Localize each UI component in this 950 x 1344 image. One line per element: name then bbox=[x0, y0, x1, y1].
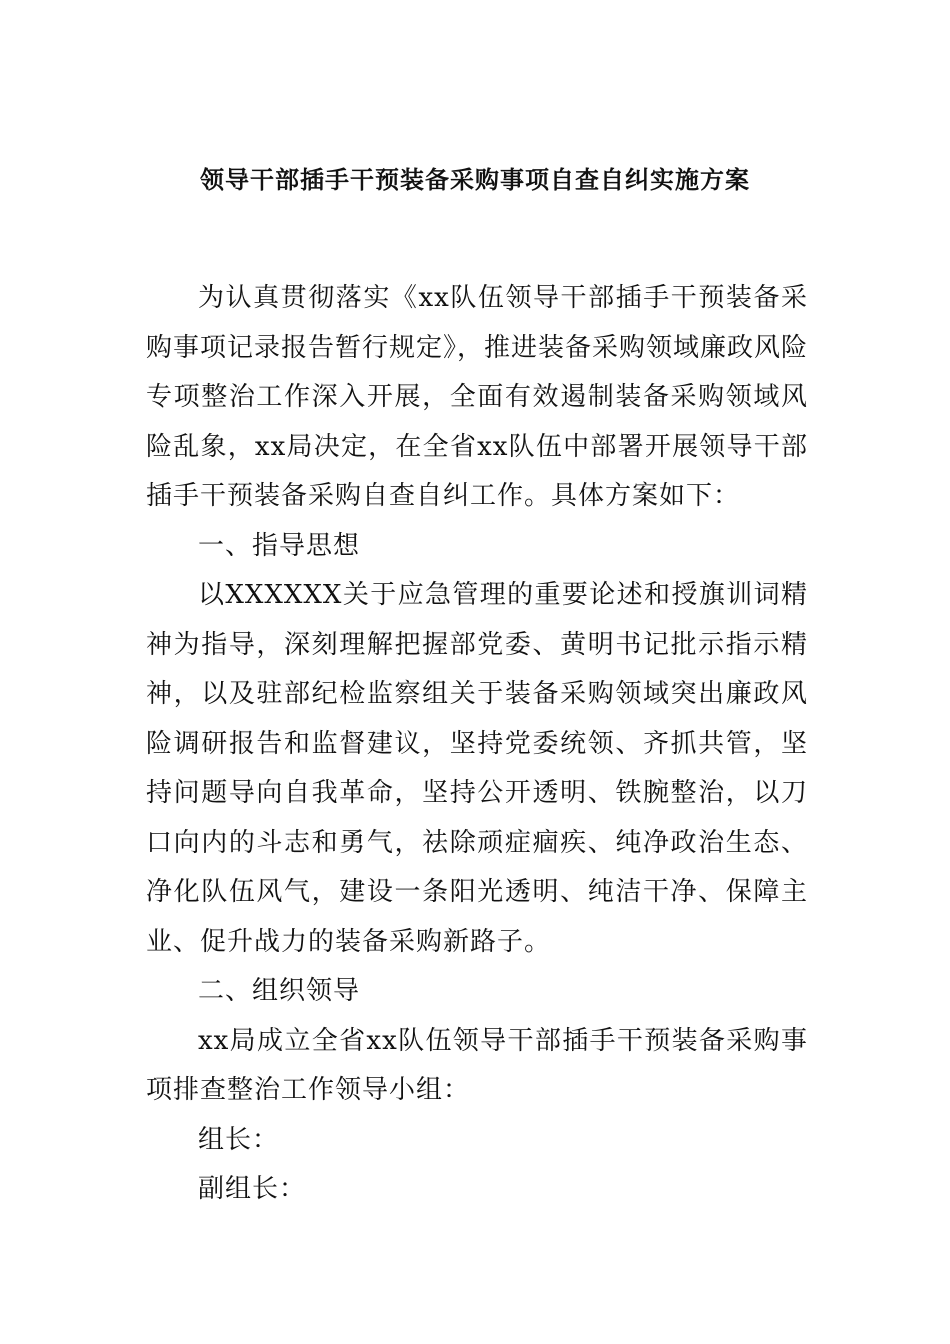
document-body bbox=[146, 274, 808, 1215]
group-leader-line: 组长： bbox=[198, 1124, 280, 1155]
guiding-thought-paragraph: 以XXXXXX关于应急管理的重要论述和授旗训词精神为指导，深刻理解把握部党委、黄明书记批示指示精神，以及驻部纪检监察组关于装备采购领域突出廉政风险调研报告和监督建议，坚持党委统领、齐抓共管，坚持问题导向自我革命，坚持公开透明、铁腕整治，以刀口向内的斗志和勇气，祛除顽症痼疾、纯净政治生态、净化队伍风气，建设一条阳光透明、纯洁干净、保障主业、促升战力的装备采购新路子。 bbox=[146, 580, 808, 957]
deputy-group-leader-line: 副组长： bbox=[198, 1174, 307, 1204]
document-title: 领导干部插手干预装备采购事项自查自纠实施方案 bbox=[200, 166, 750, 194]
section-heading-guiding-thought: 一、指导思想 bbox=[198, 530, 361, 561]
organization-paragraph: xx局成立全省xx队伍领导干部插手干预装备采购事项排查整治工作领导小组： bbox=[146, 1025, 808, 1105]
intro-paragraph: 为认真贯彻落实《xx队伍领导干部插手干预装备采购事项记录报告暂行规定》，推进装备采购领域廉政风险专项整治工作深入开展，全面有效遏制装备采购领域风险乱象，xx局决定，在全省xx队伍中部署开展领导干部插手干预装备采购自查自纠工作。具体方案如下： bbox=[146, 283, 809, 511]
section-heading-organization: 二、组织领导 bbox=[198, 976, 361, 1006]
